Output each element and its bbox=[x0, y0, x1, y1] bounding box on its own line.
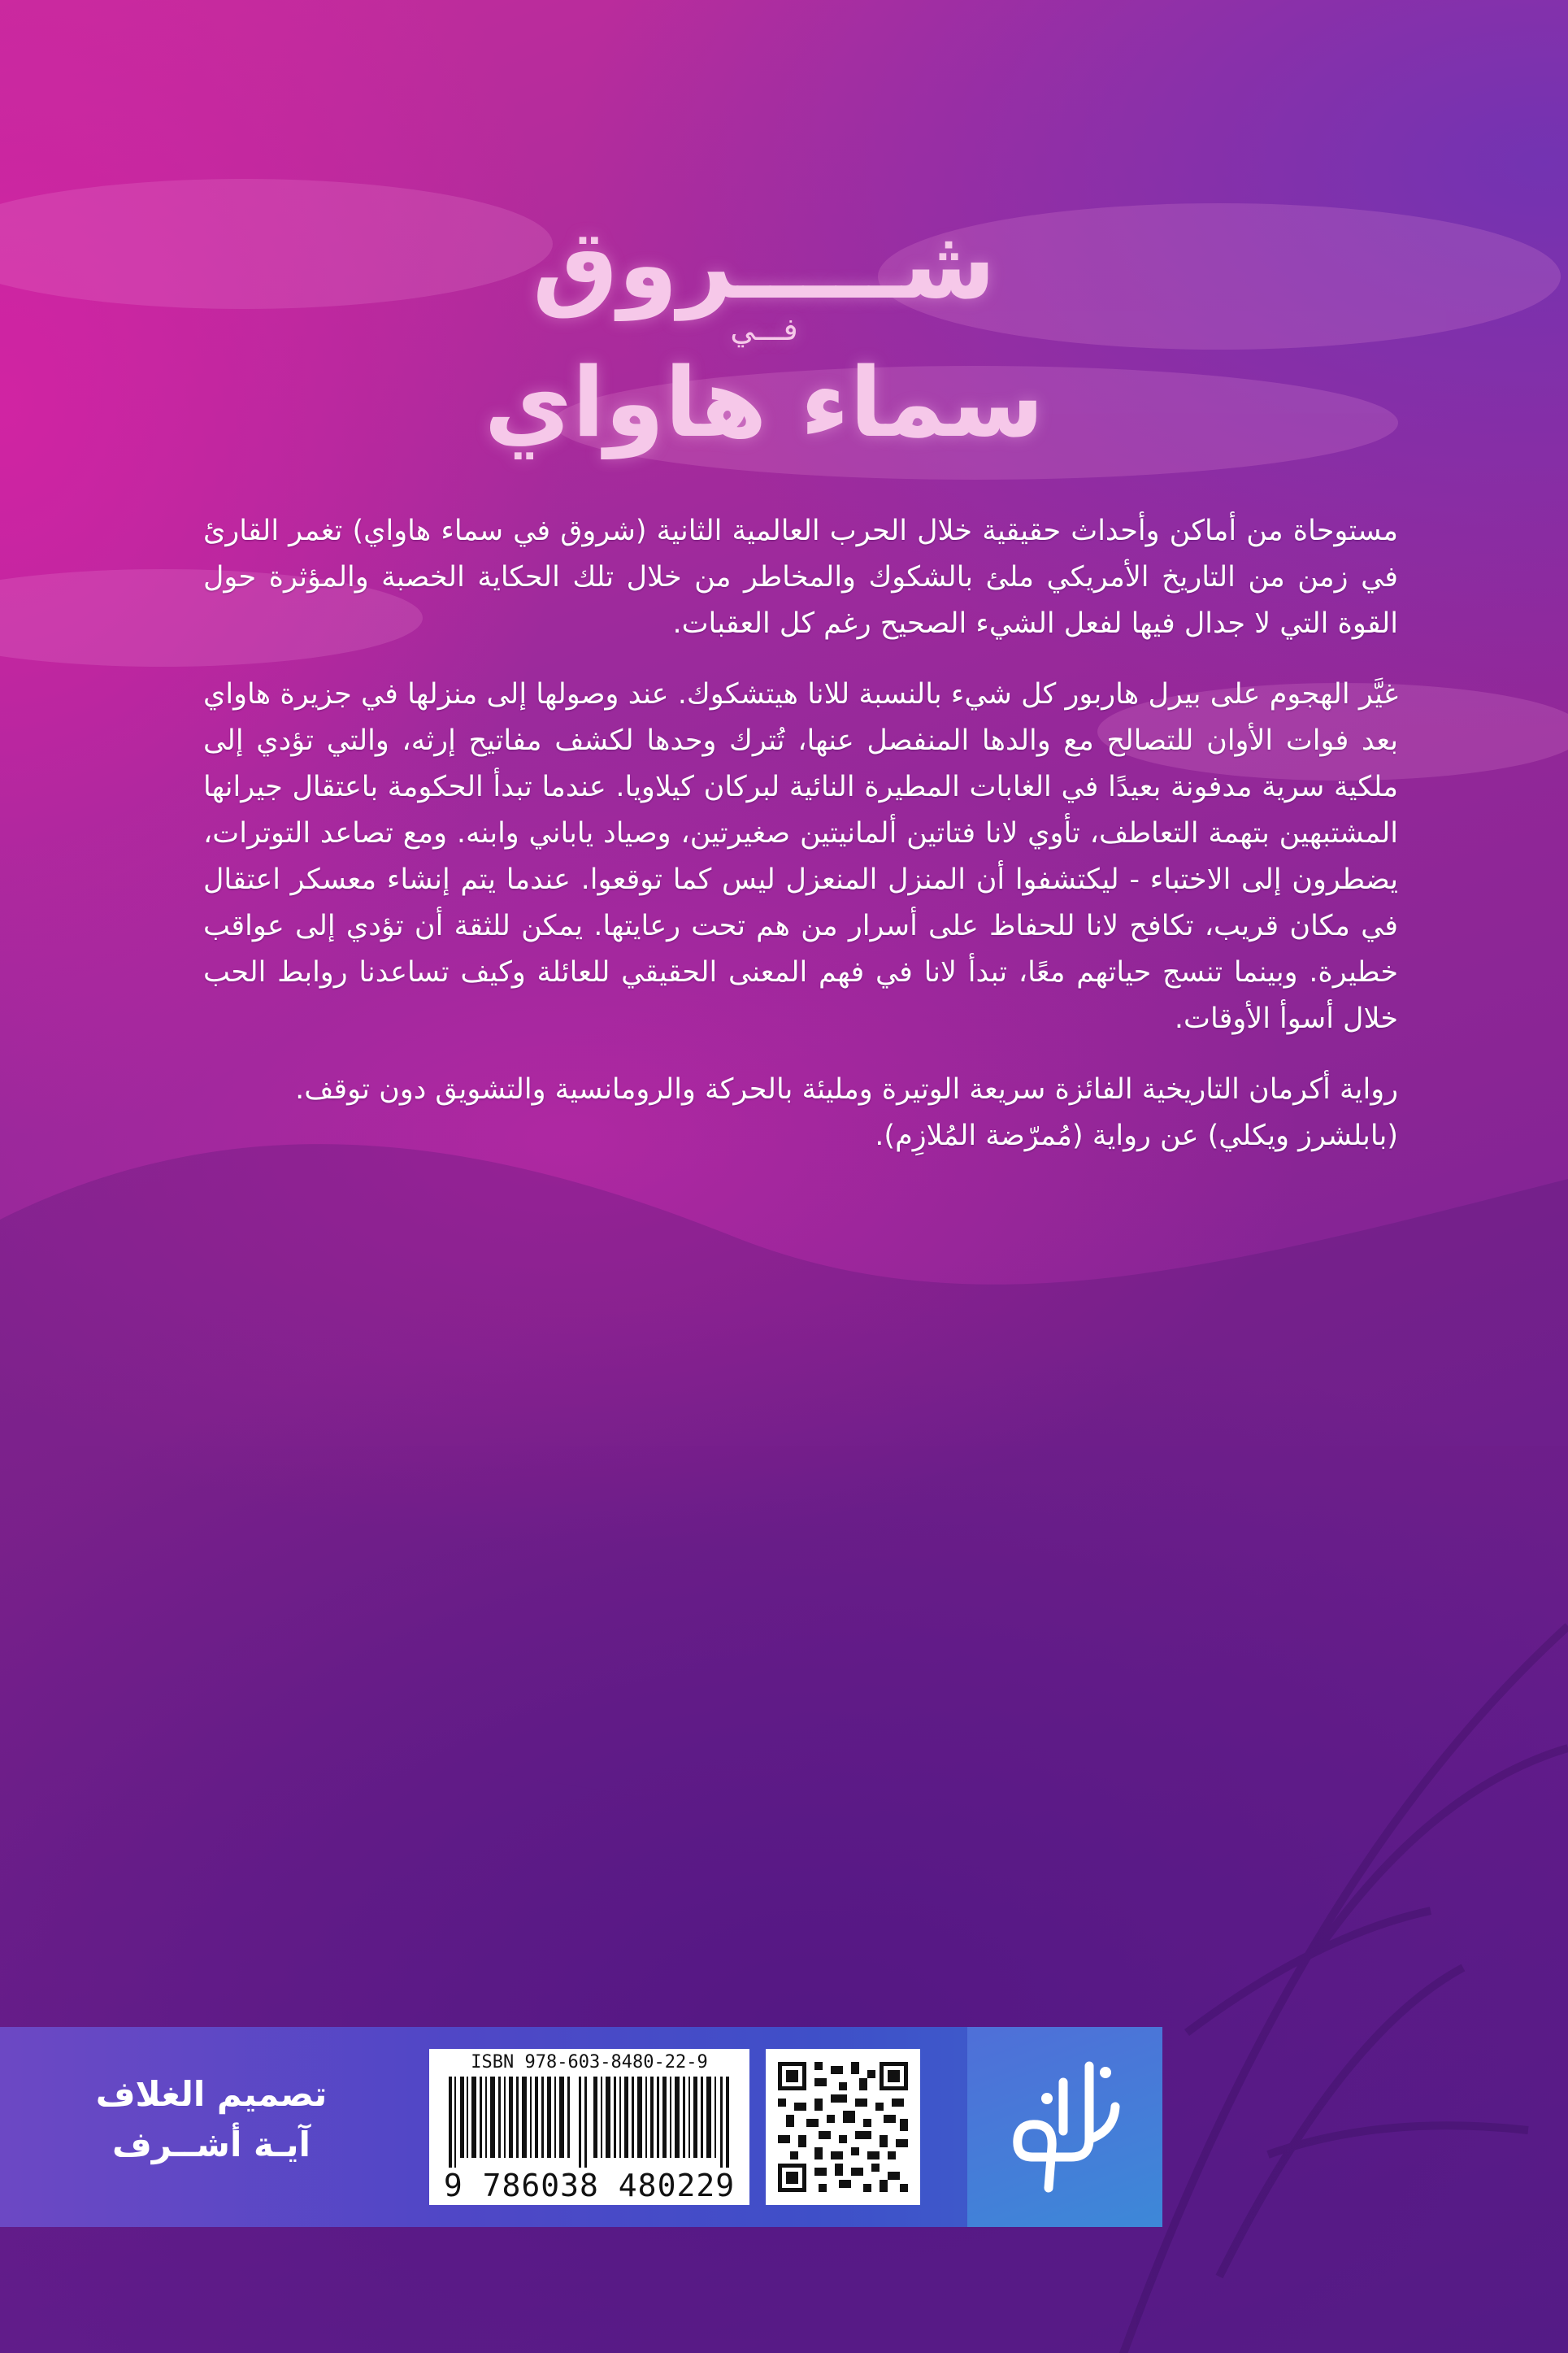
review-source: (بابلشرز ويكلي) عن رواية (مُمرّضة المُلازِم). bbox=[875, 1120, 1398, 1152]
book-title bbox=[455, 207, 1073, 484]
review-quote: رواية أكرمان التاريخية الفائزة سريعة الوتيرة ومليئة بالحركة والرومانسية والتشويق دون توقف. bbox=[295, 1073, 1398, 1106]
publisher-logo-icon bbox=[1000, 2050, 1130, 2204]
isbn-label: ISBN 978-603-8480-22-9 bbox=[471, 2052, 708, 2072]
cover-design-credit bbox=[49, 2069, 374, 2170]
blurb-paragraph-2: غيَّر الهجوم على بيرل هاربور كل شيء بالنسبة للانا هيتشكوك. عند وصولها إلى منزلها في جزيرة هاواي بعد فوات الأوان للتصالح مع والدها المنفصل عنها، تُترك وحدها لكشف مفاتيح إرثه، والتي تؤدي إلى ملكية سرية مدفونة بعيدًا في الغابات المطيرة النائية لبركان كيلاويا. عندما تبدأ الحكومة باعتقال جيرانها المشتبهين بتهمة التعاطف، تأوي لانا فتاتين ألمانيتين صغيرتين، وصياد ياباني وابنه. ومع تصاعد التوترات، يضطرون إلى الاختباء - ليكتشفوا أن المنزل المنعزل ليس كما توقعوا. عندما يتم إنشاء معسكر اعتقال في مكان قريب، تكافح لانا للحفاظ على أسرار من هم تحت رعايتها. يمكن للثقة أن تؤدي إلى عواقب خطيرة. وبينما تنسج حياتهم معًا، تبدأ لانا في فهم المعنى الحقيقي للعائلة وكيف تساعدنا روابط الحب خلال أسوأ الأوقات. bbox=[203, 678, 1398, 1035]
title-line-2: فـــي bbox=[730, 311, 798, 347]
blurb-paragraph-1: مستوحاة من أماكن وأحداث حقيقية خلال الحرب العالمية الثانية (شروق في سماء هاواي) تغمر القارئ في زمن من التاريخ الأمريكي ملئ بالشكوك والمخاطر من خلال تلك الحكاية الخصبة والمؤثرة حول القوة التي لا جدال فيها لفعل الشيء الصحيح رغم كل العقبات. bbox=[203, 515, 1398, 640]
credit-designer-name: آيـة أشــرف bbox=[112, 2125, 311, 2164]
publisher-logo bbox=[967, 2027, 1162, 2227]
title-line-3: سماء هاواي bbox=[484, 346, 1045, 459]
blurb-paragraph-3 bbox=[203, 1067, 1398, 1159]
barcode-bars-icon bbox=[449, 2077, 730, 2168]
blurb-text bbox=[203, 508, 1398, 1184]
qr-code bbox=[766, 2049, 920, 2205]
barcode-digits: 9 786038 480229 bbox=[443, 2168, 736, 2203]
qr-code-icon bbox=[778, 2062, 908, 2192]
isbn-barcode bbox=[429, 2049, 749, 2205]
credit-label: تصميم الغلاف bbox=[95, 2074, 328, 2114]
title-line-1: شـــــروق bbox=[532, 208, 996, 320]
